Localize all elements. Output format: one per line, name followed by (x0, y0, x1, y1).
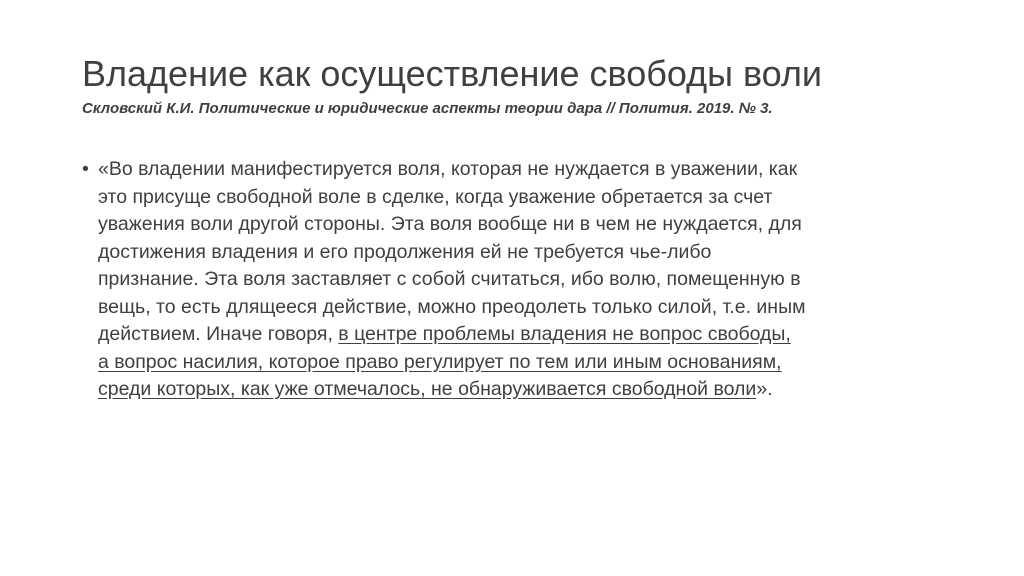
quote-line: достижения владения и его продолжения ей не требуется чье-либо (98, 240, 712, 263)
quote-line: «Во владении манифестируется воля, которая не нуждается в уважении, как (98, 158, 798, 180)
slide-title: Владение как осуществление свободы воли (82, 53, 823, 94)
quote-line (98, 321, 944, 349)
quote-line: вещь, то есть длящееся действие, можно преодолеть только силой, т.е. иным (98, 295, 806, 318)
quote-line (98, 349, 944, 377)
quote-closing: ». (756, 378, 773, 400)
bullet-marker: • (82, 158, 89, 180)
quote-bullet (82, 156, 944, 404)
quote-underlined-text: в центре проблемы владения не вопрос свободы, (338, 323, 791, 345)
quote-line: уважения воли другой стороны. Эта воля вообще ни в чем не нуждается, для (98, 213, 802, 235)
quote-underlined-text: среди которых, как уже отмечалось, не обнаруживается свободной воли (98, 378, 757, 400)
quote-line: признание. Эта воля заставляет с собой считаться, ибо волю, помещенную в (98, 268, 801, 290)
quote-line (98, 376, 944, 404)
quote-text: действием. Иначе говоря, (98, 323, 339, 345)
quote-line: это присуще свободной воле в сделке, когда уважение обретается за счет (98, 185, 773, 208)
quote-underlined-text: а вопрос насилия, которое право регулирует по тем или иным основаниям, (98, 350, 782, 373)
source-citation: Скловский К.И. Политические и юридические аспекты теории дара // Полития. 2019. № 3. (82, 100, 773, 117)
bullet-list (82, 156, 944, 404)
